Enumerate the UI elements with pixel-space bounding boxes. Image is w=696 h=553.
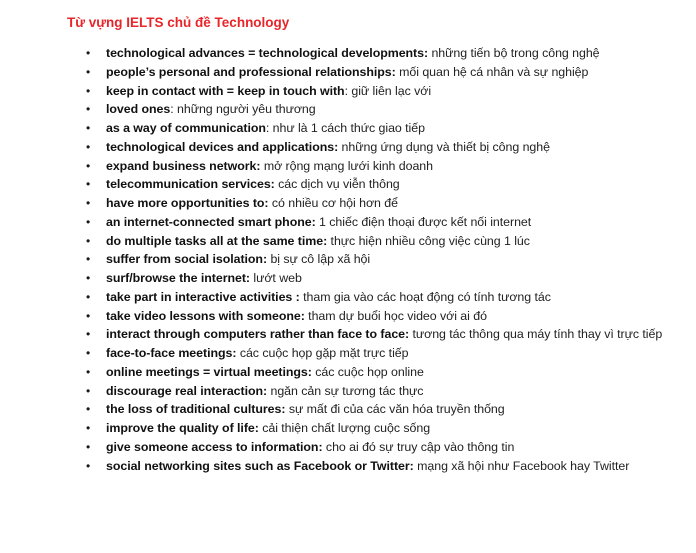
bullet-icon: • <box>86 402 91 417</box>
vocabulary-item <box>0 400 696 419</box>
bullet-icon: • <box>86 346 91 360</box>
vocabulary-meaning: các cuộc họp online <box>311 364 424 379</box>
vocabulary-term: an internet-connected smart phone: <box>106 214 316 229</box>
bullet-icon: • <box>86 121 91 135</box>
vocabulary-item <box>0 100 696 119</box>
bullet-icon: • <box>86 139 91 154</box>
vocabulary-meaning: tham gia vào các hoạt động có tính tương tác <box>299 289 551 304</box>
vocabulary-item <box>0 213 696 232</box>
vocabulary-term: give someone access to information: <box>106 439 323 454</box>
vocabulary-term: do multiple tasks all at the same time: <box>106 233 328 248</box>
vocabulary-meaning: những ứng dụng và thiết bị công nghệ <box>338 139 550 154</box>
vocabulary-meaning: các dịch vụ viễn thông <box>274 177 400 192</box>
vocabulary-meaning: 1 chiếc điện thoại được kết nối internet <box>315 214 532 229</box>
vocabulary-meaning: lướt web <box>250 271 302 285</box>
vocabulary-item <box>0 44 696 63</box>
vocabulary-item <box>0 325 696 344</box>
bullet-icon: • <box>86 64 91 79</box>
vocabulary-item <box>0 119 696 138</box>
vocabulary-term: face-to-face meetings: <box>106 346 237 360</box>
vocabulary-term: surf/browse the internet: <box>106 271 251 285</box>
vocabulary-meaning: mối quan hệ cá nhân và sự nghiệp <box>395 64 589 79</box>
vocabulary-meaning: có nhiều cơ hội hơn để <box>268 196 398 210</box>
vocabulary-item <box>0 438 696 457</box>
vocabulary-list <box>0 44 696 475</box>
vocabulary-item <box>0 344 696 363</box>
vocabulary-term: online meetings = virtual meetings: <box>106 364 312 379</box>
vocabulary-meaning: những tiến bộ trong công nghệ <box>428 46 600 60</box>
vocabulary-term: social networking sites such as Facebook or Twitter: <box>106 458 414 473</box>
bullet-icon: • <box>86 439 91 454</box>
vocabulary-term: improve the quality of life: <box>106 421 259 435</box>
vocabulary-term: interact through computers rather than face to face: <box>106 327 410 342</box>
vocabulary-term: keep in contact with = keep in touch with <box>106 83 345 98</box>
vocabulary-meaning: mở rộng mạng lưới kinh doanh <box>260 158 433 173</box>
vocabulary-term: have more opportunities to: <box>106 196 269 210</box>
bullet-icon: • <box>86 233 91 248</box>
vocabulary-meaning: tham dự buổi học video với ai đó <box>304 308 487 323</box>
vocabulary-item <box>0 157 696 176</box>
vocabulary-term: technological advances = technological developments: <box>106 46 429 60</box>
vocabulary-term: people’s personal and professional relationships: <box>106 64 396 79</box>
bullet-icon: • <box>86 271 91 285</box>
bullet-icon: • <box>86 158 91 173</box>
vocabulary-meaning: ngăn cản sự tương tác thực <box>267 383 424 398</box>
bullet-icon: • <box>86 196 91 210</box>
bullet-icon: • <box>86 102 91 117</box>
vocabulary-term: expand business network: <box>106 158 261 173</box>
vocabulary-item <box>0 288 696 307</box>
vocabulary-term: the loss of traditional cultures: <box>106 402 286 417</box>
vocabulary-item <box>0 269 696 288</box>
document-title: Từ vựng IELTS chủ đề Technology <box>67 15 290 30</box>
bullet-icon: • <box>86 46 91 60</box>
bullet-icon: • <box>86 214 91 229</box>
bullet-icon: • <box>86 383 91 398</box>
vocabulary-meaning: cải thiện chất lượng cuộc sống <box>258 421 431 435</box>
vocabulary-meaning: : như là 1 cách thức giao tiếp <box>265 121 425 135</box>
vocabulary-item <box>0 82 696 101</box>
vocabulary-meaning: các cuộc họp gặp mặt trực tiếp <box>236 346 409 360</box>
bullet-icon: • <box>86 177 91 192</box>
vocabulary-meaning: thực hiện nhiều công việc cùng 1 lúc <box>327 233 530 248</box>
vocabulary-item <box>0 307 696 326</box>
vocabulary-item <box>0 232 696 251</box>
vocabulary-item <box>0 250 696 269</box>
bullet-icon: • <box>86 83 91 98</box>
vocabulary-item <box>0 419 696 438</box>
vocabulary-meaning: mạng xã hội như Facebook hay Twitter <box>413 458 630 473</box>
vocabulary-term: discourage real interaction: <box>106 383 268 398</box>
vocabulary-item <box>0 63 696 82</box>
vocabulary-meaning: tương tác thông qua máy tính thay vì trực tiếp <box>409 327 663 342</box>
vocabulary-term: suffer from social isolation: <box>106 252 268 267</box>
vocabulary-term: take video lessons with someone: <box>106 308 305 323</box>
bullet-icon: • <box>86 421 91 435</box>
bullet-icon: • <box>86 458 91 473</box>
bullet-icon: • <box>86 289 91 304</box>
vocabulary-item <box>0 194 696 213</box>
vocabulary-item <box>0 382 696 401</box>
vocabulary-item <box>0 138 696 157</box>
vocabulary-term: loved ones <box>106 102 171 117</box>
vocabulary-item <box>0 175 696 194</box>
vocabulary-term: take part in interactive activities : <box>106 289 300 304</box>
vocabulary-meaning: bị sự cô lập xã hội <box>267 252 371 267</box>
bullet-icon: • <box>86 364 91 379</box>
vocabulary-term: telecommunication services: <box>106 177 275 192</box>
vocabulary-term: as a way of communication <box>106 121 266 135</box>
vocabulary-term: technological devices and applications: <box>106 139 339 154</box>
bullet-icon: • <box>86 252 91 267</box>
vocabulary-meaning: : những người yêu thương <box>170 102 316 117</box>
vocabulary-item <box>0 363 696 382</box>
bullet-icon: • <box>86 308 91 323</box>
bullet-icon: • <box>86 327 91 342</box>
vocabulary-meaning: cho ai đó sự truy cập vào thông tin <box>322 439 515 454</box>
vocabulary-meaning: sự mất đi của các văn hóa truyền thống <box>285 402 505 417</box>
vocabulary-item <box>0 457 696 476</box>
vocabulary-meaning: : giữ liên lạc với <box>344 83 432 98</box>
